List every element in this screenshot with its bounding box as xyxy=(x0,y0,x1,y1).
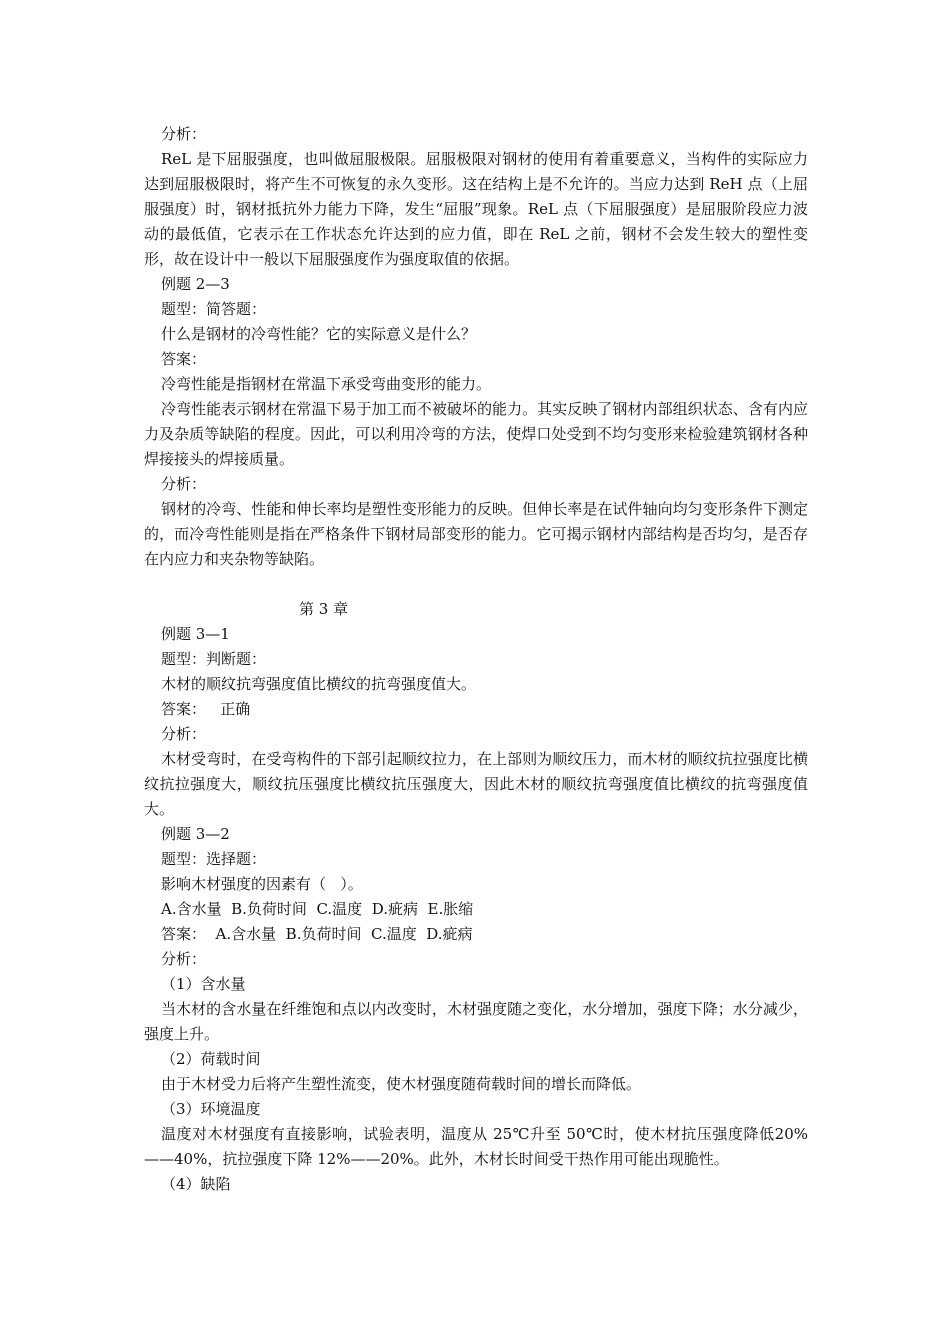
analysis-label: 分析： xyxy=(161,475,207,493)
answer-label: 答案： xyxy=(161,350,207,368)
example-title: 例题 3—2 xyxy=(161,825,230,843)
analysis-label: 分析： xyxy=(161,950,207,968)
answer-paragraph: 冷弯性能是指钢材在常温下承受弯曲变形的能力。 xyxy=(161,375,492,393)
answer-line: 答案： A.含水量 B.负荷时间 C.温度 D.疵病 xyxy=(161,925,473,943)
item-paragraph: 当木材的含水量在纤维饱和点以内改变时，木材强度随之变化，水分增加，强度下降；水分减少，强度上升。 xyxy=(144,1000,808,1043)
question-type: 题型：简答题： xyxy=(161,300,267,318)
analysis-paragraph: 钢材的冷弯、性能和伸长率均是塑性变形能力的反映。但伸长率是在试件轴向均匀变形条件下测定的，而冷弯性能则是指在严格条件下钢材局部变形的能力。它可揭示钢材内部结构是否均匀，是否存在内应力和夹杂物等缺陷。 xyxy=(144,500,808,568)
question-type: 题型：判断题： xyxy=(161,650,267,668)
answer-line: 答案： 正确 xyxy=(161,700,251,718)
question-text: 影响木材强度的因素有（ ）。 xyxy=(161,875,363,893)
item-heading: （4）缺陷 xyxy=(161,1175,231,1193)
item-paragraph: 温度对木材强度有直接影响，试验表明，温度从 25℃升至 50℃时，使木材抗压强度降低20%——40%，抗拉强度下降 12%——20%。此外，木材长时间受干热作用可能出现脆性。 xyxy=(144,1125,808,1168)
example-title: 例题 3—1 xyxy=(161,625,230,643)
item-heading: （3）环境温度 xyxy=(161,1100,261,1118)
analysis-paragraph: ReL 是下屈服强度，也叫做屈服极限。屈服极限对钢材的使用有着重要意义，当构件的实际应力达到屈服极限时，将产生不可恢复的永久变形。这在结构上是不允许的。当应力达到 ReH 点（上屈服强度）时，钢材抵抗外力能力下降，发生“屈服”现象。ReL 点（下屈服强度）是屈服阶段应力波动的最低值，它表示在工作状态允许达到的应力值，即在 ReL 之前，钢材不会发生较大的塑性变形，故在设计中一般以下屈服强度作为强度取值的依据。 xyxy=(144,150,808,268)
analysis-label: 分析： xyxy=(161,125,207,143)
analysis-label: 分析： xyxy=(161,725,207,743)
chapter-heading: 第 3 章 xyxy=(299,600,349,618)
item-heading: （1）含水量 xyxy=(161,975,246,993)
example-title: 例题 2—3 xyxy=(161,275,230,293)
item-paragraph: 由于木材受力后将产生塑性流变，使木材强度随荷载时间的增长而降低。 xyxy=(161,1075,642,1093)
question-type: 题型：选择题： xyxy=(161,850,267,868)
question-text: 什么是钢材的冷弯性能？它的实际意义是什么？ xyxy=(161,325,477,343)
answer-paragraph: 冷弯性能表示钢材在常温下易于加工而不被破坏的能力。其实反映了钢材内部组织状态、含有内应力及杂质等缺陷的程度。因此，可以利用冷弯的方法，使焊口处受到不均匀变形来检验建筑钢材各种焊接接头的焊接质量。 xyxy=(144,400,808,468)
options-line: A.含水量 B.负荷时间 C.温度 D.疵病 E.胀缩 xyxy=(161,900,474,918)
analysis-paragraph: 木材受弯时，在受弯构件的下部引起顺纹拉力，在上部则为顺纹压力，而木材的顺纹抗拉强度比横纹抗拉强度大，顺纹抗压强度比横纹抗压强度大，因此木材的顺纹抗弯强度值比横纹的抗弯强度值大。 xyxy=(144,750,808,818)
spacer xyxy=(144,572,808,597)
question-text: 木材的顺纹抗弯强度值比横纹的抗弯强度值大。 xyxy=(161,675,477,693)
item-heading: （2）荷载时间 xyxy=(161,1050,261,1068)
document-page xyxy=(144,122,808,1197)
